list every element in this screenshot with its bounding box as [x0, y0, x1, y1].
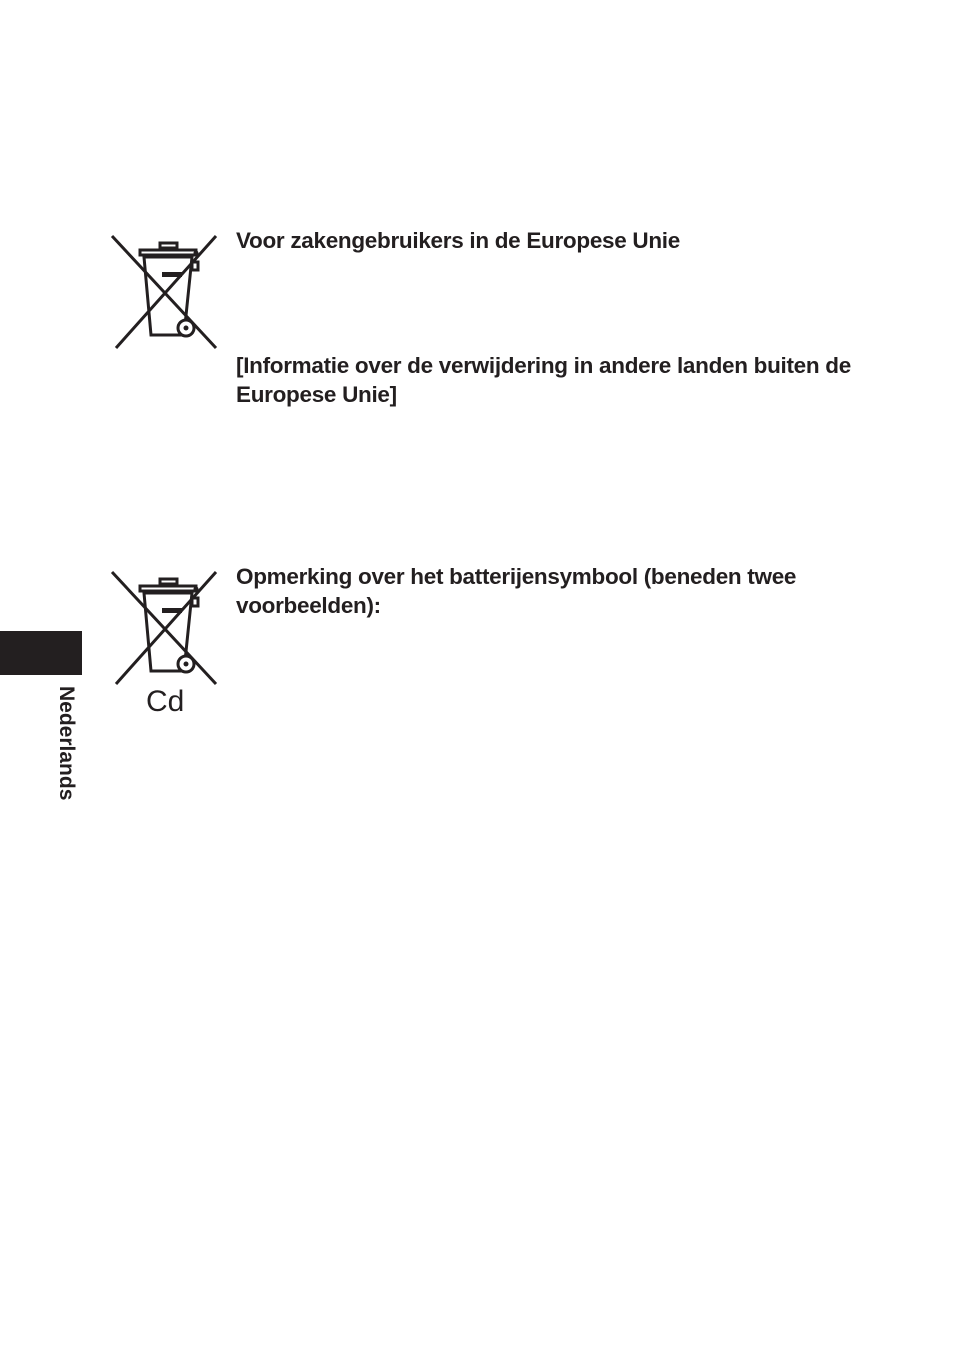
language-tab-label: Nederlands	[55, 686, 78, 801]
language-tab-marker	[0, 631, 82, 675]
section-heading-battery-symbol: Opmerking over het batterijensymbool (beneden twee voorbeelden):	[236, 564, 797, 618]
cadmium-symbol-label: Cd	[146, 685, 185, 718]
crossed-out-wheelie-bin-icon	[110, 570, 220, 686]
crossed-out-wheelie-bin-icon	[110, 234, 220, 350]
section-heading-outside-eu: [Informatie over de verwijdering in andere landen buiten de Europese Unie]	[236, 353, 851, 407]
section-heading-business-users: Voor zakengebruikers in de Europese Unie	[236, 228, 680, 253]
